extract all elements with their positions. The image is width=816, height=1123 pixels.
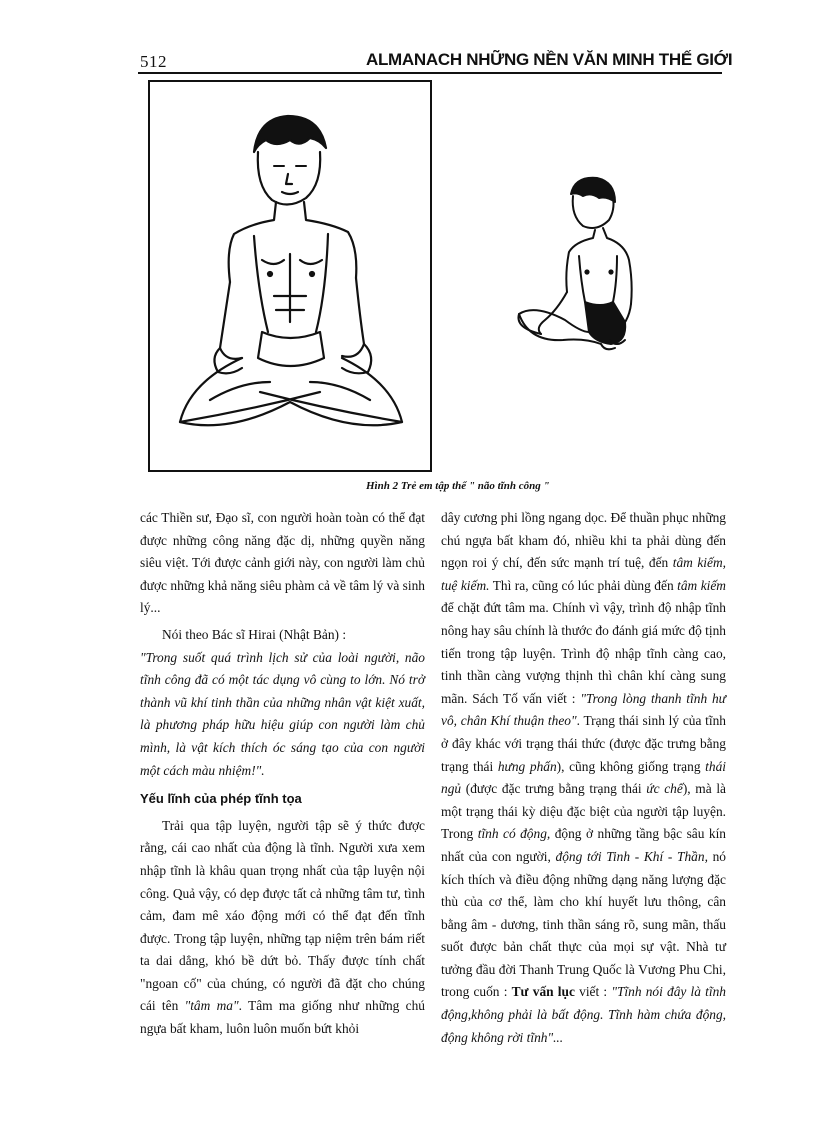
right-text-8: động ở những tầng bậc sâu kín nhất của con người,	[441, 826, 726, 864]
right-text-column	[441, 507, 726, 1049]
term-tinh-khi-than: động tới Tinh - Khí - Thần,	[555, 848, 708, 864]
quote-to-van: "Trong lòng thanh tĩnh hư vô, chân Khí thuận theo"	[441, 690, 726, 729]
left-text-column	[140, 507, 425, 1041]
figure-adult-meditation	[148, 80, 432, 472]
figure-child-meditation	[505, 172, 645, 368]
term-tam-kiem-tue-kiem: tâm kiếm, tuệ kiếm.	[441, 555, 726, 593]
figure-caption: Hình 2 Trẻ em tập thể " não tĩnh công "	[366, 480, 550, 492]
right-text-2: Thì ra, cũng có lúc phải dùng đến	[489, 577, 678, 593]
adult-lotus-illustration	[150, 82, 430, 470]
right-text-5: ), cũng không giống trạng	[556, 758, 706, 774]
paragraph-3	[140, 815, 425, 1041]
term-tam-kiem: tâm kiếm	[677, 577, 726, 593]
term-thai-ngu: thái ngủ	[441, 758, 726, 797]
term-uc-che: ức chế	[646, 781, 683, 797]
section-heading: Yếu lĩnh của phép tĩnh tọa	[140, 791, 302, 807]
paragraph-3-text-b: . Tâm ma giống như những chú ngựa bất kham, luôn luôn muốn bứt khỏi	[140, 998, 425, 1037]
running-header-title: ALMANACH NHỮNG NỀN VĂN MINH THẾ GIỚI	[366, 50, 733, 69]
term-tinh-co-dong: tĩnh có động,	[477, 826, 551, 842]
quote-vuong-phu-chi: "Tĩnh nói đây là tĩnh động,không phải là bất động. Tĩnh hàm chứa động, động không rời tĩnh"...	[441, 984, 726, 1045]
paragraph-2-quote: "Trong suốt quá trình lịch sử của loài người, não tĩnh công đã có một tác dụng vô cùng to lớn. Nó trở thành vũ khí tinh thần của những nhân vật kiệt xuất, là phương pháp hữu hiệu giúp con người làm chủ mình, là vật kích thích óc sáng tạo của con người một cách màu nhiệm!".	[140, 649, 425, 778]
right-text-1: dây cương phi lồng ngang dọc. Để thuần phục những chú ngựa bất kham đó, nhiều khi ta phải dùng đến ngọn roi ý chí, đến sức mạnh trí tuệ, đến	[441, 510, 726, 571]
term-hung-phan: hưng phấn	[497, 758, 557, 774]
header-rule	[138, 72, 722, 74]
page-number: 512	[140, 52, 167, 71]
right-text-7: ), mà là một trạng thái kỳ diệu đặc biệt của người tập luyện. Trong	[441, 781, 726, 842]
right-text-10: viết :	[574, 984, 612, 1000]
paragraph-3-text-a: Trải qua tập luyện, người tập sẽ ý thức được rằng, cái cao nhất của động là tĩnh. Người xưa xem nhập tĩnh là khâu quan trọng nhất của tập luyện nội công. Quả vậy, có dẹp được tất cả những tâm tư, tình cảm, đam mê xáo động mới có thể đạt đến tĩnh được. Trong tập luyện, những tạp niệm trên bám riết ta dai dẳng, khó bề dứt bỏ. Thấy được tính chất "ngoan cố" của chúng, có người đã đặt cho chúng cái tên	[140, 817, 425, 1014]
right-text-9: nó kích thích và điều động những dạng năng lượng đặc thù của cơ thể, làm cho khí huyết lưu thông, cân bằng âm - dương, tinh thần sáng rõ, sung mãn, thấu suốt được bản chất thực của mọi sự vật. Nhà tư tưởng đầu đời Thanh Trung Quốc là Vương Phu Chi, trong cuốn :	[441, 848, 726, 1000]
paragraph-2-intro: Nói theo Bác sĩ Hirai (Nhật Bản) :	[162, 626, 347, 642]
book-title-tu-van-luc: Tư vấn lục	[511, 984, 575, 1000]
right-text-4: . Trạng thái sinh lý của tĩnh ở đây khác với trạng thái thức (được đặc trưng bằng trạng thái	[441, 713, 726, 774]
child-lotus-illustration	[505, 172, 645, 368]
right-text-3: để chặt đứt tâm ma. Chính vì vậy, trình độ nhập tĩnh nông hay sâu chính là thước đo đánh giá mức độ tịnh tiến trong tập luyện. Trình độ nhập tĩnh càng cao, tinh thần càng vượng thịnh thì chân khí càng sung mãn. Sách Tố vấn viết :	[441, 600, 726, 706]
paragraph-right-continuation	[441, 507, 726, 1049]
term-tam-ma: "tâm ma"	[184, 998, 239, 1014]
right-text-6: (được đặc trưng bằng trạng thái	[461, 781, 647, 797]
paragraph-1: các Thiền sư, Đạo sĩ, con người hoàn toàn có thể đạt được những công năng đặc dị, những quyền năng siêu việt. Tới được cảnh giới này, con người làm chủ được những khả năng siêu phàm cả về tâm lý và sinh lý...	[140, 510, 425, 616]
